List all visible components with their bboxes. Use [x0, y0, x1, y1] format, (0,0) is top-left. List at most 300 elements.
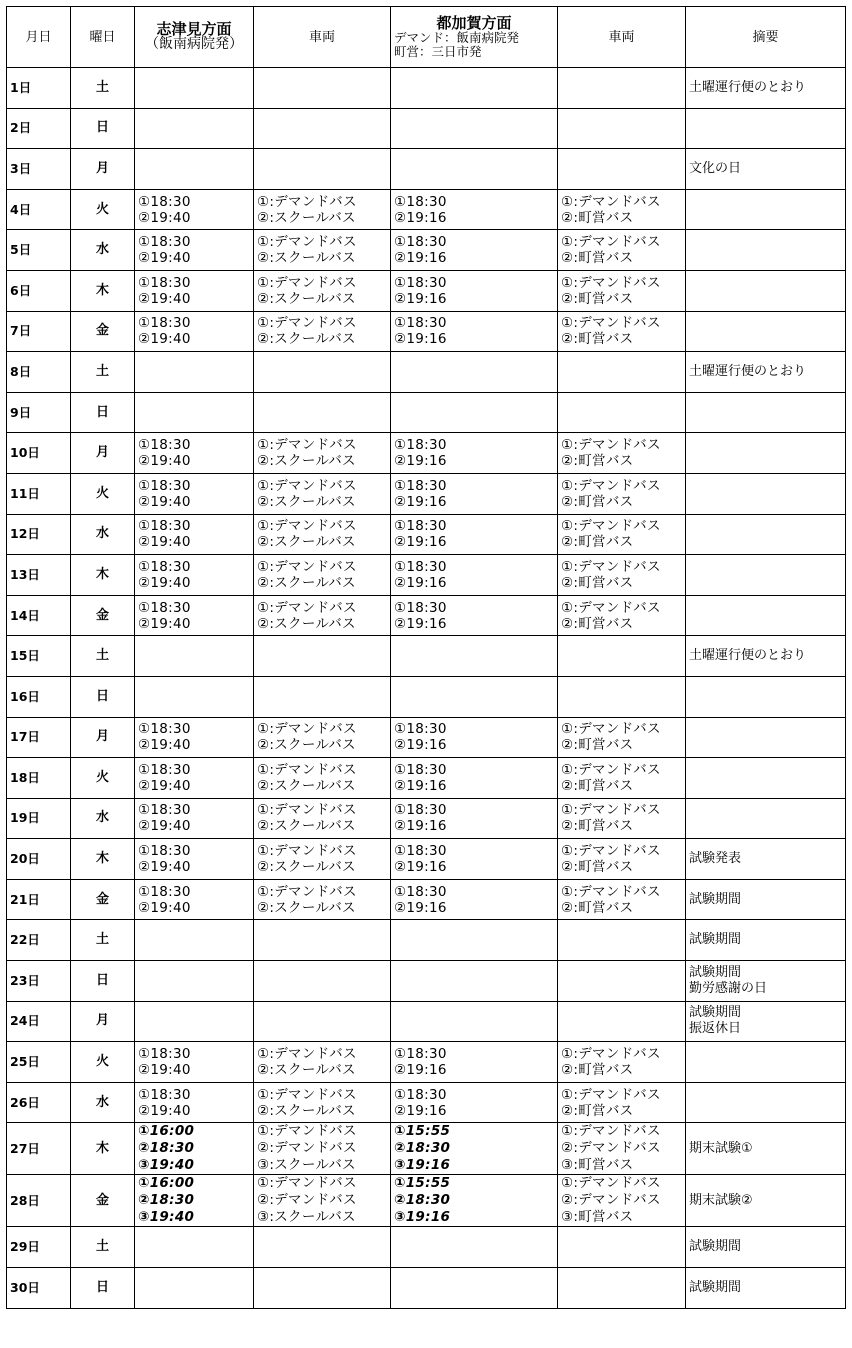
route1-times-line: ②19:40: [138, 331, 191, 348]
route1-times-line: ①16:00: [138, 1123, 195, 1140]
cell-date: 7日: [7, 311, 71, 352]
cell-route2-vehicles: [558, 920, 686, 961]
table-row: [7, 1001, 846, 1042]
route2-times-line: ②18:30: [394, 1192, 451, 1209]
route1-times-line: ①18:30: [138, 477, 191, 494]
cell-route1-vehicles: [254, 961, 391, 1002]
route1-vehicles-line: ③:スクールバス: [257, 1157, 356, 1174]
route2-times-line: ①18:30: [394, 802, 447, 819]
cell-route1-times: [135, 352, 254, 393]
cell-route1-vehicles: [254, 1227, 391, 1268]
table-row: [7, 1268, 846, 1309]
cell-route1-vehicles: [254, 270, 391, 311]
header-vehicle1: 車両: [254, 7, 391, 68]
cell-route2-vehicles: [558, 1042, 686, 1083]
cell-route2-vehicles: [558, 961, 686, 1002]
route1-times-line: ②18:30: [138, 1192, 195, 1209]
cell-route2-times: [391, 311, 558, 352]
cell-route2-vehicles: [558, 717, 686, 758]
route2-times-line: ①15:55: [394, 1175, 451, 1192]
route1-title: 志津見方面: [156, 20, 232, 38]
route2-times-line: ①18:30: [394, 437, 447, 454]
cell-route1-vehicles: [254, 839, 391, 880]
cell-weekday: 木: [71, 1123, 135, 1175]
table-row: [7, 311, 846, 352]
header-route2: [391, 7, 558, 68]
route2-vehicles-line: ①:デマンドバス: [561, 843, 661, 860]
cell-weekday: 火: [71, 758, 135, 799]
route2-vehicles-line: ②:町営バス: [561, 493, 634, 510]
table-row: [7, 1175, 846, 1227]
route1-times-line: ②19:40: [138, 1102, 191, 1119]
bus-schedule-table: [6, 6, 846, 1309]
route2-vehicles-line: ②:町営バス: [561, 777, 634, 794]
route1-vehicles-line: ①:デマンドバス: [257, 843, 357, 860]
cell-route2-vehicles: [558, 149, 686, 190]
cell-weekday: 土: [71, 352, 135, 393]
route2-vehicles-line: ①:デマンドバス: [561, 234, 661, 251]
cell-notes: [686, 1268, 846, 1309]
route2-title: 都加賀方面: [436, 13, 512, 32]
route2-times-line: ②19:16: [394, 250, 447, 267]
cell-notes: [686, 1042, 846, 1083]
cell-route2-times: [391, 961, 558, 1002]
route1-times-line: ②19:40: [138, 899, 191, 916]
cell-route1-vehicles: [254, 1123, 391, 1175]
route1-vehicles-line: ①:デマンドバス: [257, 721, 357, 738]
route1-vehicles-line: ②:デマンドバス: [257, 1140, 357, 1157]
route2-vehicles-line: ②:町営バス: [561, 859, 634, 876]
table-header: [7, 7, 846, 68]
route2-times-line: ②19:16: [394, 574, 447, 591]
notes-line: 試験期間: [689, 1005, 742, 1021]
cell-notes: [686, 920, 846, 961]
cell-notes: [686, 392, 846, 433]
cell-route2-times: [391, 555, 558, 596]
route1-times-line: ②19:40: [138, 534, 191, 551]
cell-weekday: 日: [71, 676, 135, 717]
route2-times-line: ①18:30: [394, 1086, 447, 1103]
cell-notes: [686, 798, 846, 839]
table-row: [7, 1082, 846, 1123]
cell-route2-vehicles: [558, 595, 686, 636]
cell-route1-times: [135, 676, 254, 717]
notes-line: 期末試験②: [689, 1193, 753, 1209]
route2-vehicles-line: ②:町営バス: [561, 737, 634, 754]
cell-route1-times: [135, 473, 254, 514]
cell-notes: [686, 676, 846, 717]
route1-vehicles-line: ②:スクールバス: [257, 250, 356, 267]
cell-route1-vehicles: [254, 717, 391, 758]
route2-vehicles-line: ②:デマンドバス: [561, 1192, 661, 1209]
cell-date: 22日: [7, 920, 71, 961]
route2-vehicles-line: ②:町営バス: [561, 290, 634, 307]
cell-date: 4日: [7, 189, 71, 230]
route1-vehicles-line: ①:デマンドバス: [257, 1046, 357, 1063]
route1-times-line: ②19:40: [138, 1062, 191, 1079]
cell-route2-vehicles: [558, 839, 686, 880]
cell-date: 13日: [7, 555, 71, 596]
header-route1: [135, 7, 254, 68]
route2-vehicles-line: ①:デマンドバス: [561, 721, 661, 738]
cell-date: 27日: [7, 1123, 71, 1175]
route2-times-line: ①15:55: [394, 1123, 451, 1140]
cell-route1-times: [135, 230, 254, 271]
cell-weekday: 火: [71, 1042, 135, 1083]
cell-date: 23日: [7, 961, 71, 1002]
cell-date: 19日: [7, 798, 71, 839]
route1-times-line: ①18:30: [138, 721, 191, 738]
cell-route2-times: [391, 717, 558, 758]
route2-times-line: ②19:16: [394, 615, 447, 632]
cell-weekday: 木: [71, 555, 135, 596]
route1-times-line: ①18:30: [138, 234, 191, 251]
cell-route2-vehicles: [558, 636, 686, 677]
route2-times-line: ②19:16: [394, 209, 447, 226]
route1-times-line: ①18:30: [138, 518, 191, 535]
notes-line: 試験発表: [689, 851, 742, 867]
route1-times-line: ③19:40: [138, 1157, 195, 1174]
route1-vehicles-line: ②:スクールバス: [257, 331, 356, 348]
route2-vehicles-line: ②:町営バス: [561, 615, 634, 632]
table-row: [7, 839, 846, 880]
route1-vehicles-line: ①:デマンドバス: [257, 1123, 357, 1140]
cell-weekday: 金: [71, 1175, 135, 1227]
cell-route2-vehicles: [558, 352, 686, 393]
cell-notes: [686, 149, 846, 190]
table-row: [7, 758, 846, 799]
cell-route1-vehicles: [254, 676, 391, 717]
route2-vehicles-line: ②:町営バス: [561, 250, 634, 267]
cell-route2-times: [391, 433, 558, 474]
cell-weekday: 水: [71, 230, 135, 271]
route1-times-line: ②19:40: [138, 737, 191, 754]
table-row: [7, 920, 846, 961]
route2-vehicles-line: ①:デマンドバス: [561, 599, 661, 616]
cell-route2-times: [391, 473, 558, 514]
cell-route2-times: [391, 879, 558, 920]
table-row: [7, 676, 846, 717]
route2-vehicles-line: ②:町営バス: [561, 899, 634, 916]
route1-times-line: ①18:30: [138, 315, 191, 332]
cell-route1-vehicles: [254, 1042, 391, 1083]
notes-line: 土曜運行便のとおり: [689, 79, 807, 95]
cell-route2-times: [391, 636, 558, 677]
route1-vehicles-line: ②:スクールバス: [257, 493, 356, 510]
cell-notes: [686, 1001, 846, 1042]
route2-vehicles-line: ②:町営バス: [561, 209, 634, 226]
cell-route2-vehicles: [558, 1082, 686, 1123]
cell-route2-times: [391, 798, 558, 839]
cell-route2-vehicles: [558, 555, 686, 596]
cell-route1-times: [135, 514, 254, 555]
route1-times-line: ②19:40: [138, 818, 191, 835]
cell-route2-vehicles: [558, 108, 686, 149]
cell-route2-times: [391, 1227, 558, 1268]
route2-vehicles-line: ②:町営バス: [561, 818, 634, 835]
cell-route2-times: [391, 1001, 558, 1042]
route2-vehicles-line: ①:デマンドバス: [561, 1123, 661, 1140]
table-row: [7, 189, 846, 230]
cell-route2-vehicles: [558, 311, 686, 352]
cell-weekday: 金: [71, 879, 135, 920]
route1-times-line: ①18:30: [138, 883, 191, 900]
header-vehicle2: 車両: [558, 7, 686, 68]
cell-route2-times: [391, 758, 558, 799]
cell-route2-vehicles: [558, 473, 686, 514]
route1-times-line: ②19:40: [138, 859, 191, 876]
route2-vehicles-line: ①:デマンドバス: [561, 558, 661, 575]
cell-route1-times: [135, 961, 254, 1002]
route1-times-line: ②19:40: [138, 615, 191, 632]
table-row: [7, 717, 846, 758]
route1-vehicles-line: ②:デマンドバス: [257, 1192, 357, 1209]
route2-times-line: ①18:30: [394, 315, 447, 332]
route1-times-line: ②19:40: [138, 777, 191, 794]
cell-route1-vehicles: [254, 108, 391, 149]
route2-times-line: ①18:30: [394, 274, 447, 291]
cell-route1-times: [135, 311, 254, 352]
route1-subtitle: （飯南病院発）: [145, 36, 243, 52]
route1-times-line: ①18:30: [138, 193, 191, 210]
route1-times-line: ①18:30: [138, 558, 191, 575]
route1-vehicles-line: ①:デマンドバス: [257, 883, 357, 900]
notes-line: 土曜運行便のとおり: [689, 363, 807, 379]
cell-route2-vehicles: [558, 1123, 686, 1175]
route2-vehicles-line: ①:デマンドバス: [561, 1175, 661, 1192]
cell-weekday: 火: [71, 473, 135, 514]
route1-times-line: ③19:40: [138, 1209, 195, 1226]
header-date: 月日: [7, 7, 71, 68]
cell-route2-times: [391, 230, 558, 271]
cell-route2-times: [391, 676, 558, 717]
cell-route1-times: [135, 1227, 254, 1268]
route2-vehicles-line: ①:デマンドバス: [561, 477, 661, 494]
cell-route1-times: [135, 879, 254, 920]
cell-route1-vehicles: [254, 68, 391, 109]
cell-notes: [686, 1227, 846, 1268]
cell-date: 17日: [7, 717, 71, 758]
cell-route2-vehicles: [558, 1001, 686, 1042]
route1-vehicles-line: ②:スクールバス: [257, 899, 356, 916]
table-row: [7, 879, 846, 920]
cell-route2-times: [391, 1082, 558, 1123]
cell-route2-times: [391, 1123, 558, 1175]
cell-date: 12日: [7, 514, 71, 555]
cell-route1-vehicles: [254, 595, 391, 636]
route2-times-line: ①18:30: [394, 558, 447, 575]
cell-weekday: 月: [71, 149, 135, 190]
route2-vehicles-line: ①:デマンドバス: [561, 883, 661, 900]
cell-route1-times: [135, 433, 254, 474]
cell-route1-times: [135, 717, 254, 758]
route2-subtitle-demand: デマンド：飯南病院発: [394, 29, 520, 45]
route2-times-line: ②19:16: [394, 453, 447, 470]
cell-route1-vehicles: [254, 1082, 391, 1123]
table-row: [7, 798, 846, 839]
cell-date: 3日: [7, 149, 71, 190]
cell-notes: [686, 473, 846, 514]
cell-route1-vehicles: [254, 1001, 391, 1042]
cell-route2-times: [391, 270, 558, 311]
cell-route2-times: [391, 595, 558, 636]
route1-vehicles-line: ①:デマンドバス: [257, 1086, 357, 1103]
route2-times-line: ②19:16: [394, 859, 447, 876]
cell-notes: [686, 636, 846, 677]
route1-vehicles-line: ②:スクールバス: [257, 818, 356, 835]
cell-route2-vehicles: [558, 676, 686, 717]
table-row: [7, 392, 846, 433]
cell-route2-vehicles: [558, 189, 686, 230]
cell-weekday: 木: [71, 270, 135, 311]
route2-times-line: ①18:30: [394, 761, 447, 778]
table-row: [7, 270, 846, 311]
route2-times-line: ②19:16: [394, 737, 447, 754]
route2-vehicles-line: ①:デマンドバス: [561, 802, 661, 819]
route1-vehicles-line: ①:デマンドバス: [257, 315, 357, 332]
cell-route1-vehicles: [254, 920, 391, 961]
route2-times-line: ①18:30: [394, 477, 447, 494]
route1-vehicles-line: ②:スクールバス: [257, 574, 356, 591]
table-row: [7, 1227, 846, 1268]
route2-times-line: ①18:30: [394, 234, 447, 251]
route2-vehicles-line: ②:町営バス: [561, 1102, 634, 1119]
cell-notes: [686, 68, 846, 109]
route1-vehicles-line: ①:デマンドバス: [257, 518, 357, 535]
route2-times-line: ①18:30: [394, 599, 447, 616]
cell-route1-vehicles: [254, 1175, 391, 1227]
cell-notes: [686, 514, 846, 555]
cell-route2-vehicles: [558, 514, 686, 555]
cell-notes: [686, 595, 846, 636]
cell-route1-times: [135, 798, 254, 839]
cell-route1-vehicles: [254, 798, 391, 839]
cell-route2-times: [391, 352, 558, 393]
cell-date: 24日: [7, 1001, 71, 1042]
cell-route2-vehicles: [558, 1227, 686, 1268]
cell-route1-times: [135, 636, 254, 677]
route1-vehicles-line: ①:デマンドバス: [257, 193, 357, 210]
notes-line: 試験期間: [689, 932, 742, 948]
route1-vehicles-line: ①:デマンドバス: [257, 599, 357, 616]
cell-notes: [686, 270, 846, 311]
notes-line: 試験期間: [689, 891, 742, 907]
cell-date: 21日: [7, 879, 71, 920]
cell-date: 30日: [7, 1268, 71, 1309]
route1-vehicles-line: ②:スクールバス: [257, 209, 356, 226]
cell-route1-vehicles: [254, 230, 391, 271]
cell-notes: [686, 1175, 846, 1227]
cell-date: 6日: [7, 270, 71, 311]
table-row: [7, 473, 846, 514]
route2-vehicles-line: ②:町営バス: [561, 534, 634, 551]
cell-weekday: 土: [71, 920, 135, 961]
notes-line: 期末試験①: [689, 1141, 753, 1157]
cell-route2-times: [391, 839, 558, 880]
cell-route1-times: [135, 758, 254, 799]
route1-vehicles-line: ①:デマンドバス: [257, 437, 357, 454]
route1-times-line: ①18:30: [138, 437, 191, 454]
table-row: [7, 433, 846, 474]
cell-route1-times: [135, 108, 254, 149]
cell-route1-times: [135, 1001, 254, 1042]
cell-route1-times: [135, 189, 254, 230]
header-notes: 摘要: [686, 7, 846, 68]
route1-vehicles-line: ②:スクールバス: [257, 453, 356, 470]
route2-times-line: ①18:30: [394, 883, 447, 900]
route1-vehicles-line: ②:スクールバス: [257, 615, 356, 632]
route2-vehicles-line: ③:町営バス: [561, 1157, 634, 1174]
route2-times-line: ①18:30: [394, 193, 447, 210]
route1-vehicles-line: ①:デマンドバス: [257, 558, 357, 575]
cell-route2-times: [391, 149, 558, 190]
route2-times-line: ②19:16: [394, 290, 447, 307]
route2-vehicles-line: ①:デマンドバス: [561, 274, 661, 291]
table-row: [7, 149, 846, 190]
cell-weekday: 土: [71, 68, 135, 109]
cell-route1-vehicles: [254, 636, 391, 677]
route2-vehicles-line: ③:町営バス: [561, 1209, 634, 1226]
route2-vehicles-line: ①:デマンドバス: [561, 1046, 661, 1063]
route1-vehicles-line: ②:スクールバス: [257, 1062, 356, 1079]
route2-times-line: ②19:16: [394, 331, 447, 348]
route1-vehicles-line: ②:スクールバス: [257, 737, 356, 754]
route1-times-line: ①18:30: [138, 802, 191, 819]
cell-route1-times: [135, 1042, 254, 1083]
route1-times-line: ②19:40: [138, 209, 191, 226]
cell-route1-times: [135, 1082, 254, 1123]
cell-route2-times: [391, 514, 558, 555]
route2-times-line: ②19:16: [394, 1062, 447, 1079]
route1-vehicles-line: ②:スクールバス: [257, 777, 356, 794]
table-row: [7, 595, 846, 636]
route1-vehicles-line: ①:デマンドバス: [257, 802, 357, 819]
route2-vehicles-line: ①:デマンドバス: [561, 193, 661, 210]
notes-line: 試験期間: [689, 1239, 742, 1255]
route2-vehicles-line: ①:デマンドバス: [561, 315, 661, 332]
notes-line: 試験期間: [689, 1279, 742, 1295]
route1-vehicles-line: ③:スクールバス: [257, 1209, 356, 1226]
cell-date: 9日: [7, 392, 71, 433]
cell-route1-vehicles: [254, 879, 391, 920]
cell-route2-times: [391, 392, 558, 433]
route2-vehicles-line: ②:町営バス: [561, 331, 634, 348]
cell-weekday: 日: [71, 108, 135, 149]
route1-vehicles-line: ①:デマンドバス: [257, 234, 357, 251]
route2-vehicles-line: ①:デマンドバス: [561, 761, 661, 778]
cell-date: 20日: [7, 839, 71, 880]
cell-route1-times: [135, 920, 254, 961]
notes-line: 振返休日: [689, 1021, 742, 1037]
table-row: [7, 514, 846, 555]
cell-route2-times: [391, 1175, 558, 1227]
cell-notes: [686, 311, 846, 352]
notes-line: 土曜運行便のとおり: [689, 648, 807, 664]
cell-route2-vehicles: [558, 879, 686, 920]
cell-route1-times: [135, 1123, 254, 1175]
table-body: [7, 68, 846, 1309]
cell-route1-times: [135, 270, 254, 311]
cell-route1-vehicles: [254, 189, 391, 230]
cell-weekday: 金: [71, 595, 135, 636]
table-row: [7, 1042, 846, 1083]
route1-times-line: ①18:30: [138, 599, 191, 616]
route1-times-line: ①18:30: [138, 843, 191, 860]
route1-vehicles-line: ②:スクールバス: [257, 290, 356, 307]
cell-route2-vehicles: [558, 1268, 686, 1309]
cell-date: 18日: [7, 758, 71, 799]
cell-notes: [686, 961, 846, 1002]
